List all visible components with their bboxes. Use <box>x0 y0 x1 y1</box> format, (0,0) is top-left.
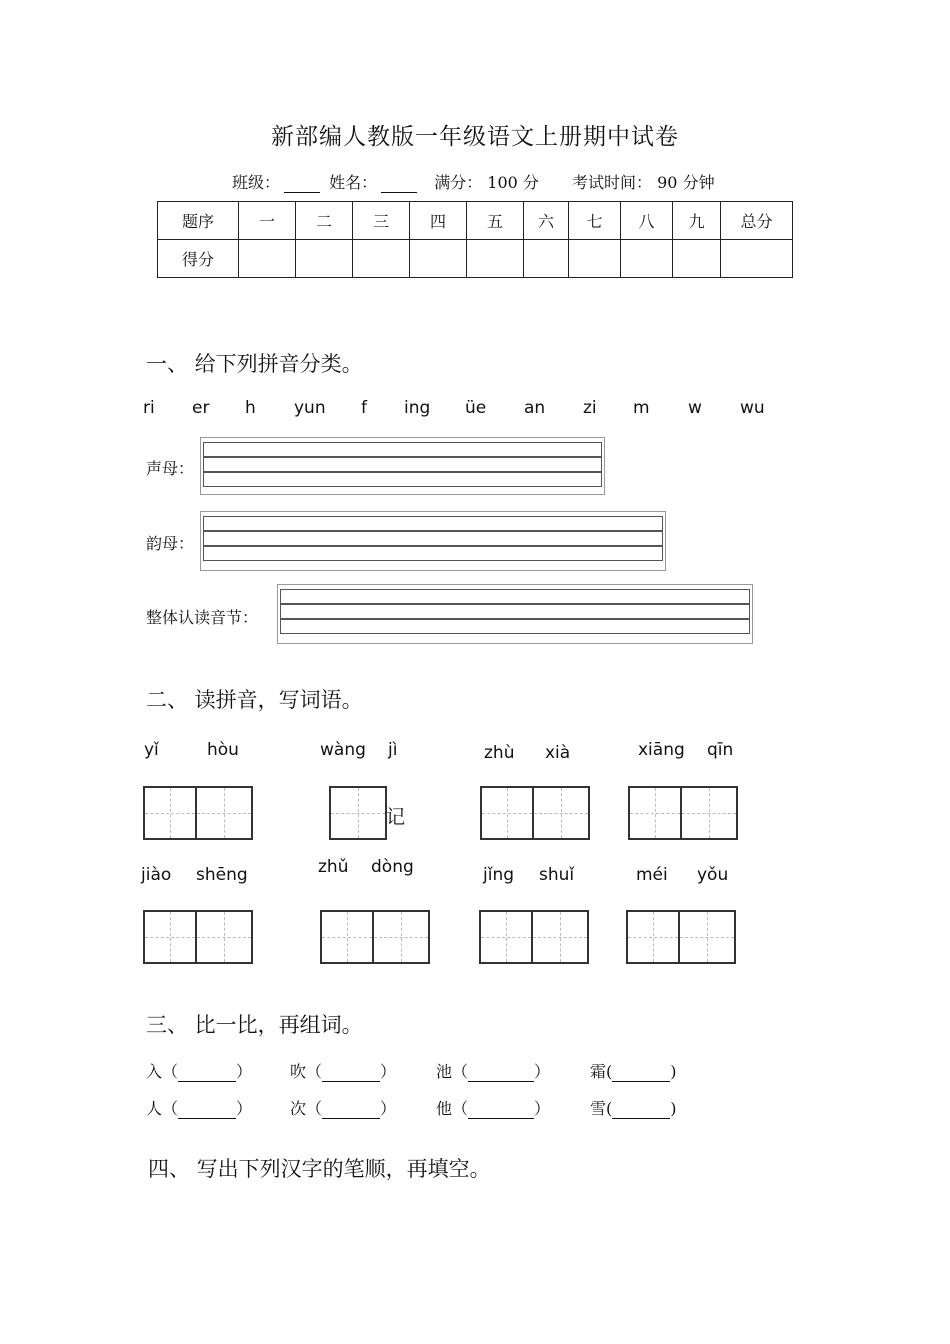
pinyin-item: zi <box>583 398 597 418</box>
tianzige-cell[interactable] <box>533 910 589 964</box>
char-grid <box>628 786 738 840</box>
word-char: 他 <box>436 1099 453 1118</box>
pinyin-item: ri <box>143 398 155 418</box>
pinyin-syllable: xià <box>545 743 571 763</box>
pinyin-item: f <box>361 398 367 418</box>
answer-blank[interactable] <box>468 1104 534 1119</box>
tianzige-cell[interactable] <box>143 786 197 840</box>
word-char: 池 <box>436 1062 453 1081</box>
answer-blank[interactable] <box>178 1104 236 1119</box>
word-item: 他（ ） <box>436 1099 551 1118</box>
table-cell: 四 <box>410 202 467 240</box>
char-grid <box>143 786 253 840</box>
word-char: 雪 <box>590 1099 607 1118</box>
pinyin-item: an <box>524 398 546 418</box>
answer-blank[interactable] <box>322 1067 380 1082</box>
answer-blank[interactable] <box>178 1067 236 1082</box>
pinyin-syllable: qīn <box>707 740 734 760</box>
pinyin-syllable: jiào <box>141 865 172 885</box>
section2-heading: 二、 读拼音，写词语。 <box>146 688 363 712</box>
name-blank[interactable] <box>381 178 417 193</box>
tianzige-cell[interactable] <box>479 910 533 964</box>
tianzige-cell[interactable] <box>626 910 680 964</box>
score-table-score-row <box>158 240 793 278</box>
score-table-header-row <box>158 202 793 240</box>
word-item: 霜( ) <box>590 1062 677 1081</box>
pinyin-syllable: zhù <box>484 743 515 763</box>
table-cell: 三 <box>353 202 410 240</box>
char-grid <box>480 786 590 840</box>
pinyin-syllable: shuǐ <box>539 865 575 885</box>
pinyin-syllable: wàng <box>320 740 366 760</box>
word-char: 次 <box>290 1099 307 1118</box>
tianzige-cell[interactable] <box>197 786 253 840</box>
tianzige-cell[interactable] <box>197 910 253 964</box>
tianzige-cell[interactable] <box>680 910 736 964</box>
char-grid <box>320 910 430 964</box>
table-cell: 一 <box>239 202 296 240</box>
word-char: 入 <box>146 1062 163 1081</box>
table-cell: 题序 <box>158 202 239 240</box>
word-char: 霜 <box>590 1062 607 1081</box>
exam-info <box>232 170 715 193</box>
score-table <box>157 201 793 278</box>
tianzige-cell[interactable] <box>682 786 738 840</box>
table-cell: 七 <box>569 202 621 240</box>
word-item: 入（ ） <box>146 1062 253 1081</box>
table-cell: 得分 <box>158 240 239 278</box>
answer-blank[interactable] <box>468 1067 534 1082</box>
char-grid <box>479 910 589 964</box>
score-input-cell[interactable] <box>467 240 524 278</box>
class-label: 班级： <box>232 173 281 192</box>
given-character: 记 <box>386 806 406 828</box>
shengmu-writing-lines[interactable] <box>200 437 605 495</box>
score-input-cell[interactable] <box>621 240 673 278</box>
name-label: 姓名： <box>329 173 378 192</box>
score-input-cell[interactable] <box>673 240 721 278</box>
word-item: 吹（ ） <box>290 1062 397 1081</box>
pinyin-item: w <box>688 398 702 418</box>
pinyin-syllable: yǐ <box>144 740 159 760</box>
char-grid <box>329 786 387 840</box>
full-score: 满分： 100 分 <box>434 173 539 192</box>
table-cell: 二 <box>296 202 353 240</box>
answer-blank[interactable] <box>612 1104 670 1119</box>
score-input-cell[interactable] <box>296 240 353 278</box>
table-cell: 九 <box>673 202 721 240</box>
tianzige-cell[interactable] <box>143 910 197 964</box>
score-input-cell[interactable] <box>353 240 410 278</box>
tianzige-cell[interactable] <box>480 786 534 840</box>
page-title: 新部编人教版一年级语文上册期中试卷 <box>271 124 679 150</box>
tianzige-cell[interactable] <box>534 786 590 840</box>
pinyin-item: h <box>245 398 256 418</box>
pinyin-syllable: dòng <box>371 857 414 877</box>
shengmu-label: 声母： <box>146 459 195 478</box>
score-input-cell[interactable] <box>410 240 467 278</box>
pinyin-syllable: zhǔ <box>318 857 349 877</box>
tianzige-cell[interactable] <box>329 786 387 840</box>
word-item: 次（ ） <box>290 1099 397 1118</box>
score-input-cell[interactable] <box>524 240 569 278</box>
section3-heading: 三、 比一比，再组词。 <box>146 1013 363 1037</box>
table-cell: 五 <box>467 202 524 240</box>
exam-time: 考试时间： 90 分钟 <box>572 173 715 192</box>
class-blank[interactable] <box>284 178 320 193</box>
tianzige-cell[interactable] <box>628 786 682 840</box>
word-item: 雪( ) <box>590 1099 677 1118</box>
tianzige-cell[interactable] <box>374 910 430 964</box>
table-cell: 总分 <box>721 202 793 240</box>
pinyin-syllable: jǐng <box>483 865 515 885</box>
pinyin-syllable: shēng <box>196 865 248 885</box>
pinyin-item: er <box>192 398 210 418</box>
pinyin-item: m <box>633 398 650 418</box>
pinyin-syllable: yǒu <box>697 865 729 885</box>
score-input-cell[interactable] <box>569 240 621 278</box>
pinyin-syllable: jì <box>388 740 398 760</box>
word-item: 池（ ） <box>436 1062 551 1081</box>
pinyin-item: wu <box>740 398 765 418</box>
pinyin-syllable: hòu <box>207 740 239 760</box>
zhengti-label: 整体认读音节： <box>146 608 259 627</box>
zhengti-writing-lines[interactable] <box>277 584 753 644</box>
yunmu-label: 韵母： <box>146 534 195 553</box>
score-input-cell[interactable] <box>239 240 296 278</box>
pinyin-item: ing <box>404 398 431 418</box>
word-char: 吹 <box>290 1062 307 1081</box>
char-grid <box>626 910 736 964</box>
section1-heading: 一、 给下列拼音分类。 <box>146 352 363 376</box>
table-cell: 八 <box>621 202 673 240</box>
pinyin-syllable: méi <box>636 865 668 885</box>
yunmu-writing-lines[interactable] <box>200 511 666 571</box>
char-grid <box>143 910 253 964</box>
word-char: 人 <box>146 1099 163 1118</box>
tianzige-cell[interactable] <box>320 910 374 964</box>
pinyin-item: yun <box>294 398 326 418</box>
answer-blank[interactable] <box>322 1104 380 1119</box>
answer-blank[interactable] <box>612 1067 670 1082</box>
table-cell: 六 <box>524 202 569 240</box>
section4-heading: 四、 写出下列汉字的笔顺，再填空。 <box>148 1157 491 1181</box>
pinyin-syllable: xiāng <box>638 740 685 760</box>
word-item: 人（ ） <box>146 1099 253 1118</box>
pinyin-item: üe <box>465 398 487 418</box>
score-input-cell[interactable] <box>721 240 793 278</box>
